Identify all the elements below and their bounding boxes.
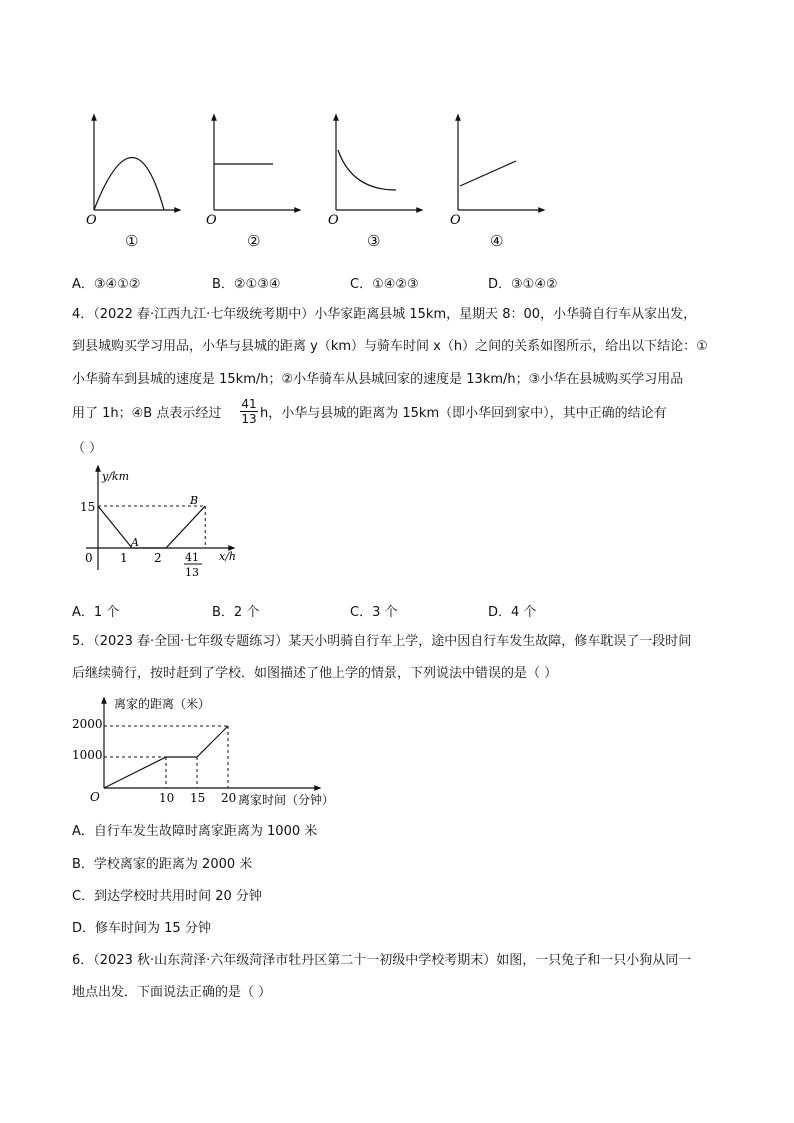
q4-line-4-pre: 用了 1h；④B 点表示经过: [72, 406, 222, 421]
q3-option-b[interactable]: B．②①③④: [212, 277, 281, 292]
q4-tick-y15: 15: [80, 500, 96, 514]
q4-fraction: $\frac{41}{13}$: [241, 397, 257, 426]
q5-xlabel: 离家时间（分钟）: [238, 793, 335, 807]
graph-4-line: [460, 161, 516, 186]
q6-line-1: 6．（2023 秋·山东菏泽·六年级菏泽市牡丹区第二十一初级中学校考期末）如图，一只兔子和一只小狗从同一: [72, 953, 692, 968]
q4-option-b[interactable]: B．2 个: [212, 605, 260, 620]
q5-tick-x10: 10: [159, 791, 175, 805]
q6-line-2: 地点出发．下面说法正确的是（ ）: [72, 985, 272, 1000]
q5-option-a[interactable]: A．自行车发生故障时离家距离为 1000 米: [72, 824, 318, 839]
graph-1-origin: O: [86, 213, 97, 228]
q4-tick-x2: 2: [154, 551, 162, 565]
graph-1-curve: [94, 158, 164, 211]
q4-tick-zero: 0: [85, 551, 93, 565]
graph-1: [94, 115, 180, 210]
q4-ylabel: y/km: [102, 470, 130, 483]
q5-option-b[interactable]: B．学校离家的距离为 2000 米: [72, 857, 253, 872]
q4-xlabel: x/h: [219, 550, 236, 563]
graph-2-origin: O: [206, 213, 217, 228]
q4-tick-xnum: 41: [185, 551, 199, 564]
q3-graphs: [80, 110, 560, 230]
graph-label-2: ②: [247, 232, 261, 250]
q5-tick-y2000: 2000: [72, 717, 103, 731]
q4-point-a: A: [131, 536, 139, 549]
q4-option-c[interactable]: C．3 个: [350, 605, 398, 620]
q5-ylabel: 离家的距离（米）: [114, 697, 211, 711]
q5-option-c[interactable]: C．到达学校时共用时间 20 分钟: [72, 889, 262, 904]
q3-option-c[interactable]: C．①④②③: [350, 277, 419, 292]
graph-4-origin: O: [450, 213, 461, 228]
q4-paren: （ ）: [72, 441, 103, 456]
q4-line-2: 到县城购买学习用品，小华与县城的距离 y（km）与骑车时间 x（h）之间的关系如图所示，给出以下结论：①: [72, 339, 708, 354]
q4-tick-xden: 13: [185, 566, 199, 579]
q4-chart: [76, 460, 246, 585]
graph-3: [336, 115, 422, 210]
q5-tick-x15: 15: [190, 791, 206, 805]
graph-4: [458, 115, 544, 210]
graph-label-1: ①: [125, 232, 139, 250]
q5-option-d[interactable]: D．修车时间为 15 分钟: [72, 921, 211, 936]
q4-option-d[interactable]: D．4 个: [488, 605, 537, 620]
q4-point-b: B: [190, 494, 199, 507]
q5-chart: [70, 692, 370, 810]
q4-line-1: 4．（2022 春·江西九江·七年级统考期中）小华家距离县城 15km，星期天 8：00，小华骑自行车从家出发，: [72, 307, 697, 322]
q4-series-line: [98, 506, 205, 548]
q4-line-3: 小华骑车到县城的速度是 15km/h；②小华骑车从县城回家的速度是 13km/h；③小华在县城购买学习用品: [72, 372, 684, 387]
graph-3-curve: [338, 150, 396, 190]
q3-option-a[interactable]: A．③④①②: [72, 277, 141, 292]
graph-2: [214, 115, 300, 210]
graph-label-4: ④: [490, 232, 504, 250]
q3-option-d[interactable]: D．③①④②: [488, 277, 558, 292]
q5-line-2: 后继续骑行，按时赶到了学校．如图描述了他上学的情景，下列说法中错误的是（ ）: [72, 666, 558, 681]
q4-tick-x1: 1: [120, 551, 128, 565]
q4-option-a[interactable]: A．1 个: [72, 605, 120, 620]
q5-origin: O: [90, 790, 100, 804]
q5-tick-x20: 20: [221, 791, 237, 805]
graph-label-3: ③: [367, 232, 381, 250]
q4-line-4-post: h，小华与县城的距离为 15km（即小华回到家中），其中正确的结论有: [260, 406, 667, 421]
graph-3-origin: O: [328, 213, 339, 228]
q5-line-1: 5．（2023 春·全国·七年级专题练习）某天小明骑自行车上学，途中因自行车发生故障，修车耽误了一段时间: [72, 634, 692, 649]
q5-tick-y1000: 1000: [72, 748, 103, 762]
